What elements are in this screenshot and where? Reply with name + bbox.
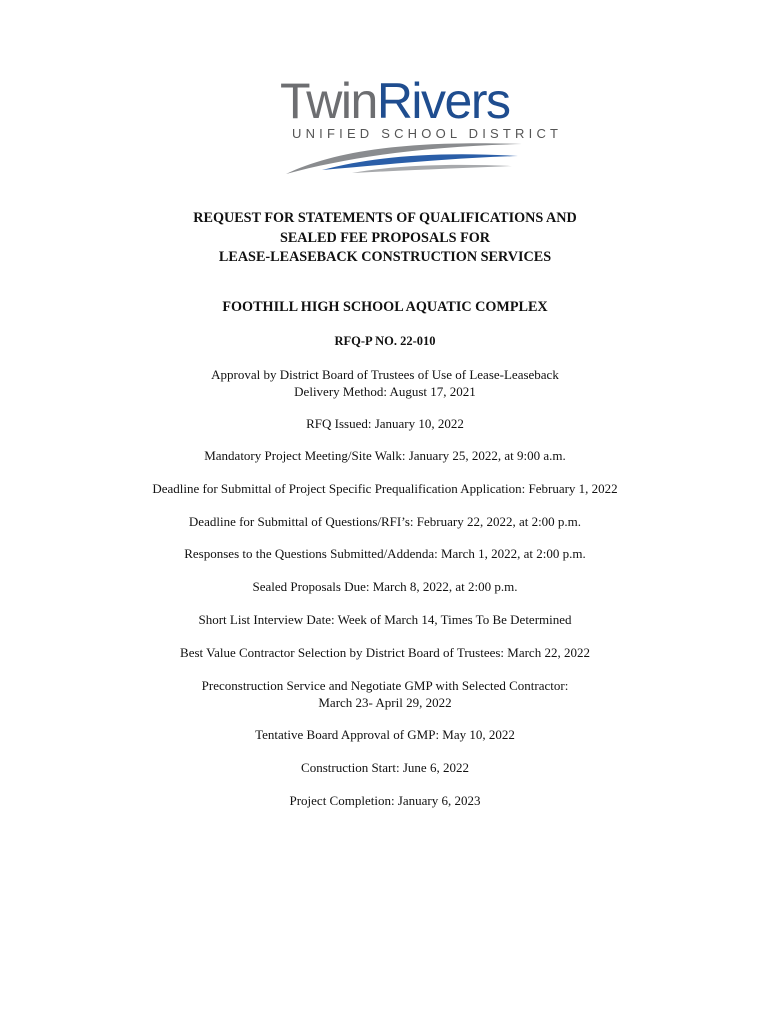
schedule-construction-start: Construction Start: June 6, 2022 xyxy=(301,760,469,775)
schedule-completion: Project Completion: January 6, 2023 xyxy=(289,793,481,808)
document-title xyxy=(0,209,770,268)
schedule-rfq-issued: RFQ Issued: January 10, 2022 xyxy=(306,416,464,431)
preconstruction-line-1: Preconstruction Service and Negotiate GMP with Selected Contractor: xyxy=(201,678,569,693)
approval-line-2: Delivery Method: August 17, 2021 xyxy=(294,384,476,399)
schedule-gmp-approval: Tentative Board Approval of GMP: May 10, 2022 xyxy=(255,727,515,742)
schedule-mandatory-meeting: Mandatory Project Meeting/Site Walk: January 25, 2022, at 9:00 a.m. xyxy=(204,448,566,463)
logo-word-twin: Twin xyxy=(280,73,377,129)
schedule-prequal-deadline: Deadline for Submittal of Project Specific Prequalification Application: February 1, 2022 xyxy=(152,481,618,496)
logo-swoosh-icon xyxy=(282,140,526,178)
title-line-1: REQUEST FOR STATEMENTS OF QUALIFICATIONS AND xyxy=(193,210,577,226)
schedule-selection: Best Value Contractor Selection by District Board of Trustees: March 22, 2022 xyxy=(180,645,590,660)
title-line-2: SEALED FEE PROPOSALS FOR xyxy=(279,229,491,246)
logo-subtitle: UNIFIED SCHOOL DISTRICT xyxy=(292,126,563,141)
approval-line-1: Approval by District Board of Trustees of Use of Lease-Leaseback xyxy=(211,367,559,382)
title-line-3: LEASE-LEASEBACK CONSTRUCTION SERVICES xyxy=(218,249,552,265)
schedule-proposals-due: Sealed Proposals Due: March 8, 2022, at 2:00 p.m. xyxy=(252,579,518,594)
preconstruction-line-2: March 23- April 29, 2022 xyxy=(318,695,452,710)
logo-word-rivers: Rivers xyxy=(376,73,510,129)
schedule-questions-deadline: Deadline for Submittal of Questions/RFI’s: February 22, 2022, at 2:00 p.m. xyxy=(188,514,582,529)
approval-statement xyxy=(0,366,770,400)
rfq-number: RFQ-P NO. 22-010 xyxy=(334,334,436,348)
logo-wordmark xyxy=(280,74,510,128)
schedule-preconstruction xyxy=(0,677,770,711)
project-name: FOOTHILL HIGH SCHOOL AQUATIC COMPLEX xyxy=(222,299,548,315)
schedule-interview: Short List Interview Date: Week of March 14, Times To Be Determined xyxy=(198,612,572,627)
district-logo xyxy=(272,73,563,178)
schedule-responses: Responses to the Questions Submitted/Addenda: March 1, 2022, at 2:00 p.m. xyxy=(184,546,586,561)
